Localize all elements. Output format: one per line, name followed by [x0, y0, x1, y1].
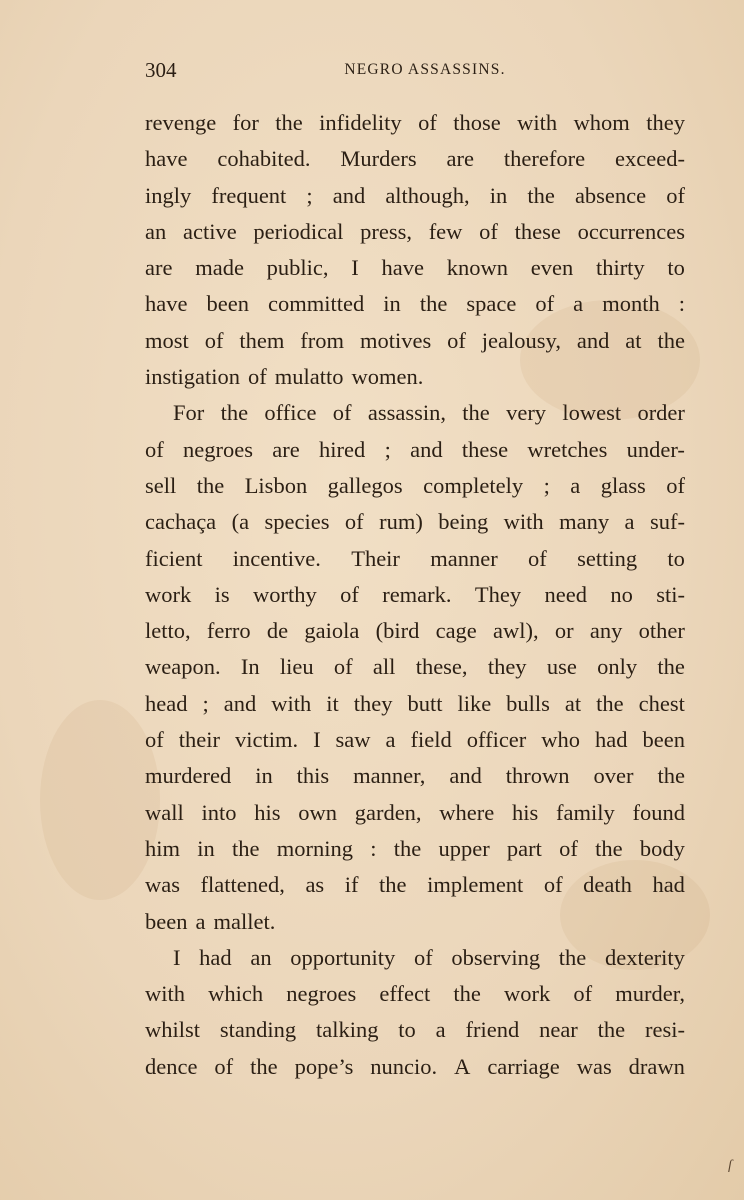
page-header	[145, 58, 685, 88]
body-text	[145, 105, 685, 1085]
text-line: been a mallet.	[145, 908, 276, 934]
text-line: of negroes are hired ; and these wretches under-	[145, 436, 685, 462]
text-line: instigation of mulatto women.	[145, 364, 424, 390]
text-line: letto, ferro de gaiola (bird cage awl), or any other	[145, 618, 685, 644]
text-line: him in the morning : the upper part of the body	[145, 835, 685, 861]
text-line: head ; and with it they butt like bulls at the chest	[145, 690, 685, 716]
text-line: of their victim. I saw a field officer who had been	[145, 727, 685, 753]
text-line: an active periodical press, few of these occurrences	[145, 218, 685, 244]
text-line: ingly frequent ; and although, in the absence of	[145, 182, 685, 208]
text-line: I had an opportunity of observing the dexterity	[173, 944, 685, 970]
text-line: have been committed in the space of a month :	[145, 291, 685, 317]
text-line: For the office of assassin, the very lowest order	[173, 400, 685, 426]
text-line: whilst standing talking to a friend near the resi-	[145, 1017, 685, 1043]
paper-stain	[40, 700, 160, 900]
text-line: with which negroes effect the work of murder,	[145, 981, 685, 1007]
text-line: revenge for the infidelity of those with whom they	[145, 110, 685, 135]
running-head: NEGRO ASSASSINS.	[344, 61, 506, 78]
text-line: weapon. In lieu of all these, they use only the	[145, 654, 685, 680]
text-line: cachaça (a species of rum) being with many a suf-	[145, 509, 685, 535]
text-line: ficient incentive. Their manner of setting to	[145, 545, 685, 571]
text-line: wall into his own garden, where his family found	[145, 799, 685, 825]
text-line: most of them from motives of jealousy, and at the	[145, 327, 685, 353]
text-line: was flattened, as if the implement of death had	[145, 872, 685, 898]
text-line: work is worthy of remark. They need no sti-	[145, 581, 685, 607]
page-number: 304	[145, 58, 177, 82]
margin-mark: ſ	[728, 1158, 732, 1173]
text-line: have cohabited. Murders are therefore exceed-	[145, 146, 685, 172]
text-line: dence of the pope’s nuncio. A carriage was drawn	[145, 1053, 685, 1079]
text-line: sell the Lisbon gallegos completely ; a glass of	[145, 472, 685, 498]
text-line: are made public, I have known even thirty to	[145, 255, 685, 281]
text-line: murdered in this manner, and thrown over the	[145, 763, 685, 789]
